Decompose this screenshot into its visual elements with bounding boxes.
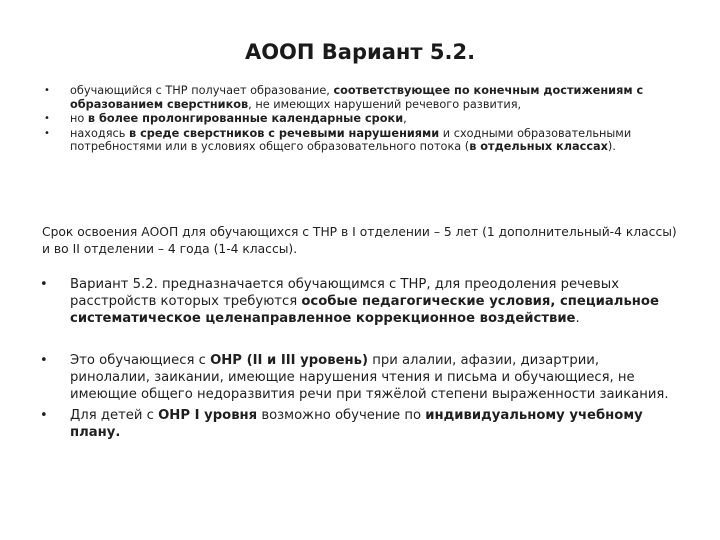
bullet-icon: •	[40, 277, 48, 292]
bullet-icon: •	[44, 85, 50, 96]
list-item: • Вариант 5.2. предназначается обучающимся с ТНР, для преодоления речевых расстройств которых требуются особые педагогические условия, специальное систематическое целенаправленное коррекционное воздействие.	[40, 277, 659, 327]
bullet-icon: •	[44, 113, 50, 124]
bullet-icon: •	[44, 127, 50, 139]
list-item: • обучающийся с ТНР получает образование, соответствующее по конечным достижениям с образованием сверстников, не имеющих нарушений речевого развития,	[44, 84, 644, 111]
list-item: • Для детей с ОНР I уровня возможно обучение по индивидуальному учебному плану.	[40, 408, 643, 441]
bullet-icon: •	[40, 408, 48, 424]
list-item: • находясь в среде сверстников с речевыми нарушениями и сходными образовательными потребностями или в условиях общего образовательного потока (в отдельных классах).	[44, 126, 632, 153]
slide-title: АООП Вариант 5.2.	[244, 40, 476, 64]
bottom-bullet-list	[40, 276, 680, 442]
list-item: • но в более пролонгированные календарные сроки,	[44, 112, 407, 125]
duration-paragraph: Срок освоения АООП для обучающихся с ТНР в I отделении – 5 лет (1 дополнительный-4 классы) и во II отделении – 4 года (1-4 классы).	[42, 225, 677, 256]
list-item: • Это обучающиеся с ОНР (II и III уровень) при алалии, афазии, дизартрии, ринолалии, заикании, имеющие нарушения чтения и письма и обучающиеся, не имеющие общего недоразвития речи при тяжёлой степени выраженности заикания.	[40, 352, 669, 403]
bullet-icon: •	[40, 352, 48, 368]
top-bullet-list	[42, 84, 682, 155]
